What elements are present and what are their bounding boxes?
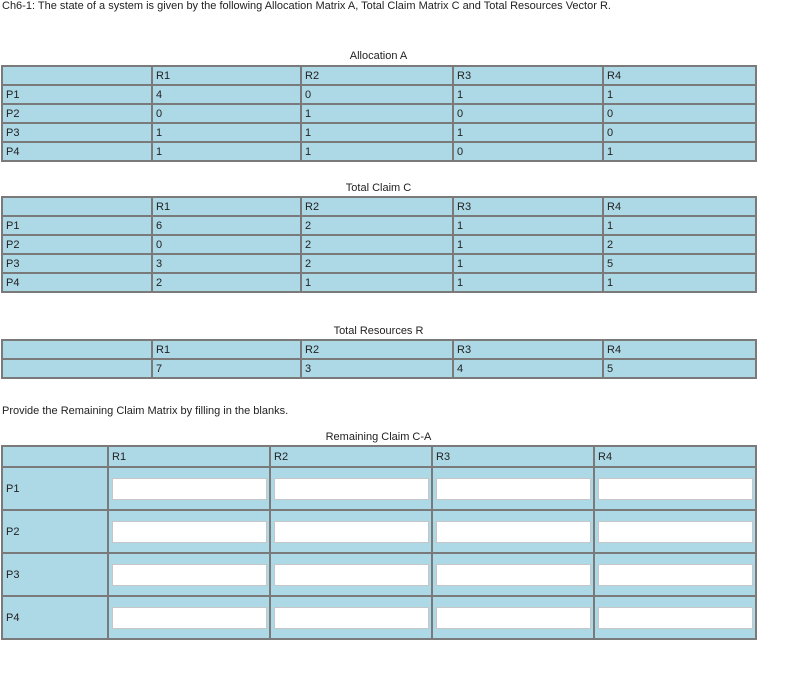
blank-input-p2-r2[interactable] — [274, 521, 429, 543]
row-label: P2 — [2, 104, 152, 123]
matrix-cell: 7 — [152, 359, 301, 378]
table-row — [2, 467, 756, 510]
row-label: P3 — [2, 123, 152, 142]
header-cell: R3 — [453, 197, 603, 216]
header-cell: R3 — [432, 446, 594, 467]
resources-header-row — [2, 340, 756, 359]
matrix-cell: 0 — [603, 104, 756, 123]
matrix-cell: 0 — [453, 104, 603, 123]
matrix-cell: 4 — [453, 359, 603, 378]
header-cell — [2, 197, 152, 216]
matrix-cell: 6 — [152, 216, 301, 235]
header-cell: R3 — [453, 66, 603, 85]
matrix-cell: 0 — [152, 104, 301, 123]
matrix-cell: 1 — [301, 123, 453, 142]
matrix-cell: 1 — [301, 104, 453, 123]
row-label: P2 — [2, 510, 108, 553]
matrix-cell: 0 — [603, 123, 756, 142]
header-cell: R2 — [301, 66, 453, 85]
remaining-caption: Remaining Claim C-A — [325, 431, 432, 443]
matrix-cell: 1 — [603, 142, 756, 161]
header-cell: R1 — [152, 340, 301, 359]
table-row — [2, 273, 756, 292]
table-row — [2, 553, 756, 596]
table-row — [2, 216, 756, 235]
blank-input-p1-r4[interactable] — [598, 478, 753, 500]
matrix-cell: 1 — [301, 142, 453, 161]
matrix-cell: 1 — [603, 273, 756, 292]
header-cell — [2, 446, 108, 467]
remaining-header-row — [2, 446, 756, 467]
blank-input-p4-r2[interactable] — [274, 607, 429, 629]
allocation-header-row — [2, 66, 756, 85]
matrix-cell: 2 — [301, 216, 453, 235]
header-cell — [2, 340, 152, 359]
row-label: P3 — [2, 254, 152, 273]
header-cell: R4 — [594, 446, 756, 467]
header-cell: R4 — [603, 66, 756, 85]
matrix-cell: 1 — [603, 85, 756, 104]
remaining-claim-matrix — [1, 445, 757, 640]
matrix-cell: 3 — [152, 254, 301, 273]
matrix-cell: 1 — [453, 254, 603, 273]
table-row — [2, 235, 756, 254]
matrix-cell: 1 — [453, 235, 603, 254]
header-cell: R4 — [603, 197, 756, 216]
blank-input-p2-r3[interactable] — [436, 521, 591, 543]
row-label: P1 — [2, 467, 108, 510]
matrix-cell: 1 — [152, 123, 301, 142]
blank-input-p2-r4[interactable] — [598, 521, 753, 543]
blank-input-p4-r1[interactable] — [112, 607, 267, 629]
blank-input-p1-r3[interactable] — [436, 478, 591, 500]
matrix-cell: 0 — [301, 85, 453, 104]
resources-caption: Total Resources R — [333, 325, 424, 337]
matrix-cell: 1 — [453, 216, 603, 235]
blank-input-p3-r3[interactable] — [436, 564, 591, 586]
matrix-cell: 2 — [603, 235, 756, 254]
matrix-cell: 5 — [603, 359, 756, 378]
row-label: P4 — [2, 142, 152, 161]
table-row — [2, 359, 756, 378]
table-row — [2, 104, 756, 123]
header-cell: R1 — [152, 197, 301, 216]
matrix-cell: 2 — [152, 273, 301, 292]
header-cell — [2, 66, 152, 85]
table-row — [2, 142, 756, 161]
matrix-cell: 0 — [453, 142, 603, 161]
row-label: P4 — [2, 273, 152, 292]
header-cell: R3 — [453, 340, 603, 359]
matrix-cell: 1 — [152, 142, 301, 161]
matrix-cell: 1 — [301, 273, 453, 292]
claim-matrix — [1, 196, 757, 293]
header-cell: R2 — [301, 340, 453, 359]
row-label — [2, 359, 152, 378]
claim-caption: Total Claim C — [345, 182, 412, 194]
matrix-cell: 1 — [603, 216, 756, 235]
resources-vector — [1, 339, 757, 379]
blank-input-p3-r1[interactable] — [112, 564, 267, 586]
blank-input-p1-r1[interactable] — [112, 478, 267, 500]
row-label: P3 — [2, 553, 108, 596]
allocation-caption: Allocation A — [349, 50, 408, 62]
matrix-cell: 1 — [453, 85, 603, 104]
instruction-text: Provide the Remaining Claim Matrix by filling in the blanks. — [2, 405, 289, 417]
table-row — [2, 510, 756, 553]
claim-header-row — [2, 197, 756, 216]
blank-input-p1-r2[interactable] — [274, 478, 429, 500]
matrix-cell: 1 — [453, 273, 603, 292]
matrix-cell: 2 — [301, 235, 453, 254]
row-label: P1 — [2, 85, 152, 104]
allocation-matrix — [1, 65, 757, 162]
header-cell: R1 — [152, 66, 301, 85]
matrix-cell: 4 — [152, 85, 301, 104]
row-label: P2 — [2, 235, 152, 254]
blank-input-p4-r4[interactable] — [598, 607, 753, 629]
matrix-cell: 1 — [453, 123, 603, 142]
matrix-cell: 3 — [301, 359, 453, 378]
blank-input-p3-r2[interactable] — [274, 564, 429, 586]
blank-input-p4-r3[interactable] — [436, 607, 591, 629]
header-cell: R2 — [301, 197, 453, 216]
table-row — [2, 85, 756, 104]
blank-input-p3-r4[interactable] — [598, 564, 753, 586]
header-cell: R4 — [603, 340, 756, 359]
question-text: Ch6-1: The state of a system is given by the following Allocation Matrix A, Total Claim Matrix C and Total Resources Vector R. — [2, 0, 611, 12]
table-row — [2, 123, 756, 142]
table-row — [2, 596, 756, 639]
row-label: P4 — [2, 596, 108, 639]
row-label: P1 — [2, 216, 152, 235]
header-cell: R1 — [108, 446, 270, 467]
matrix-cell: 5 — [603, 254, 756, 273]
header-cell: R2 — [270, 446, 432, 467]
matrix-cell: 0 — [152, 235, 301, 254]
blank-input-p2-r1[interactable] — [112, 521, 267, 543]
table-row — [2, 254, 756, 273]
matrix-cell: 2 — [301, 254, 453, 273]
